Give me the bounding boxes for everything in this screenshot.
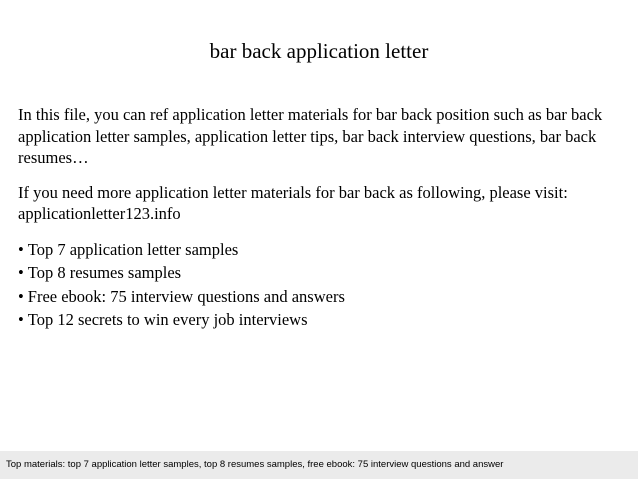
bullet-icon: • bbox=[18, 286, 24, 306]
bullet-text: Top 8 resumes samples bbox=[27, 263, 182, 282]
bullet-text: Top 7 application letter samples bbox=[27, 239, 239, 259]
slide-title: bar back application letter bbox=[209, 39, 429, 63]
bullet-text: Top 12 secrets to win every job interviews bbox=[27, 310, 308, 329]
bullet-item bbox=[18, 238, 623, 262]
footer-bar: Top materials: top 7 application letter samples, top 8 resumes samples, free ebook: 75 interview questions and answer bbox=[0, 451, 638, 479]
bullet-item bbox=[18, 308, 623, 332]
bullet-text: Free ebook: 75 interview questions and answers bbox=[27, 286, 345, 306]
bullet-item bbox=[18, 285, 623, 309]
bullet-icon: • bbox=[18, 310, 24, 329]
bullet-icon: • bbox=[18, 263, 24, 282]
bullet-icon: • bbox=[18, 239, 24, 259]
visit-paragraph: If you need more application letter materials for bar back as following, please visit: applicationletter123.info bbox=[18, 182, 568, 223]
bullet-item bbox=[18, 261, 623, 285]
slide-body bbox=[18, 104, 623, 332]
intro-paragraph: In this file, you can ref application letter materials for bar back position such as bar back application letter samples, application letter tips, bar back interview questions, bar back resumes… bbox=[18, 105, 603, 167]
bullet-list bbox=[18, 238, 623, 332]
